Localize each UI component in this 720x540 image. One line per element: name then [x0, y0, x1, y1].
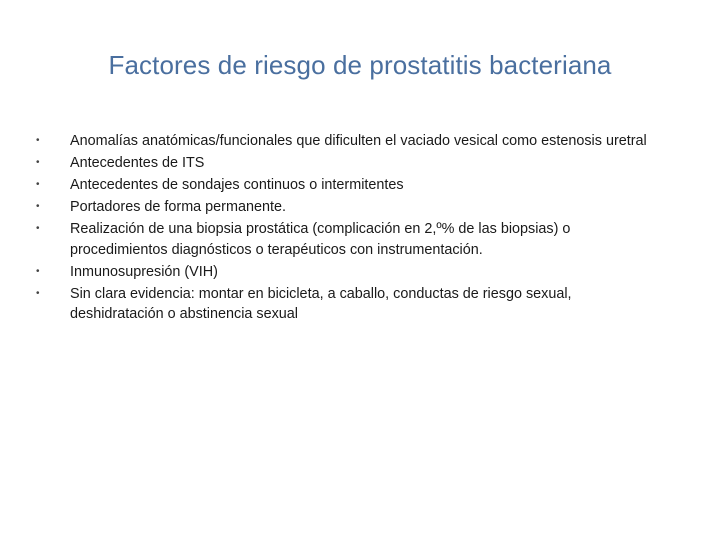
bullet-icon: •: [36, 135, 40, 146]
bullet-item-anomalias: [36, 131, 656, 152]
bullet-icon: •: [36, 223, 40, 234]
bullet-item-its: [36, 153, 656, 174]
bullet-list: [36, 131, 656, 326]
bullet-icon: •: [36, 201, 40, 212]
bullet-item-portadores: [36, 197, 656, 218]
bullet-text: Inmunosupresión (VIH): [70, 263, 218, 280]
bullet-item-biopsia: [36, 219, 656, 260]
bullet-icon: •: [36, 265, 40, 277]
bullet-item-sondajes: [36, 175, 656, 196]
bullet-item-inmunosupresion: [36, 262, 656, 283]
bullet-text: Anomalías anatómicas/funcionales que dificulten el vaciado vesical como estenosis uretral: [70, 133, 647, 149]
bullet-text: Antecedentes de ITS: [70, 155, 205, 171]
bullet-text: Antecedentes de sondajes continuos o intermitentes: [70, 177, 404, 193]
bullet-icon: •: [36, 179, 40, 190]
bullet-icon: •: [36, 157, 40, 168]
bullet-text: Portadores de forma permanente.: [70, 199, 286, 215]
bullet-item-sin-evidencia: [36, 284, 656, 325]
slide-title: Factores de riesgo de prostatitis bacteriana: [108, 50, 612, 80]
bullet-text: Realización de una biopsia prostática (complicación en 2,º% de las biopsias) o procedimientos diagnósticos o terapéuticos con instrumentación.: [70, 221, 571, 258]
bullet-text: Sin clara evidencia: montar en bicicleta, a caballo, conductas de riesgo sexual, deshidratación o abstinencia sexual: [70, 285, 572, 322]
bullet-icon: •: [36, 287, 40, 299]
